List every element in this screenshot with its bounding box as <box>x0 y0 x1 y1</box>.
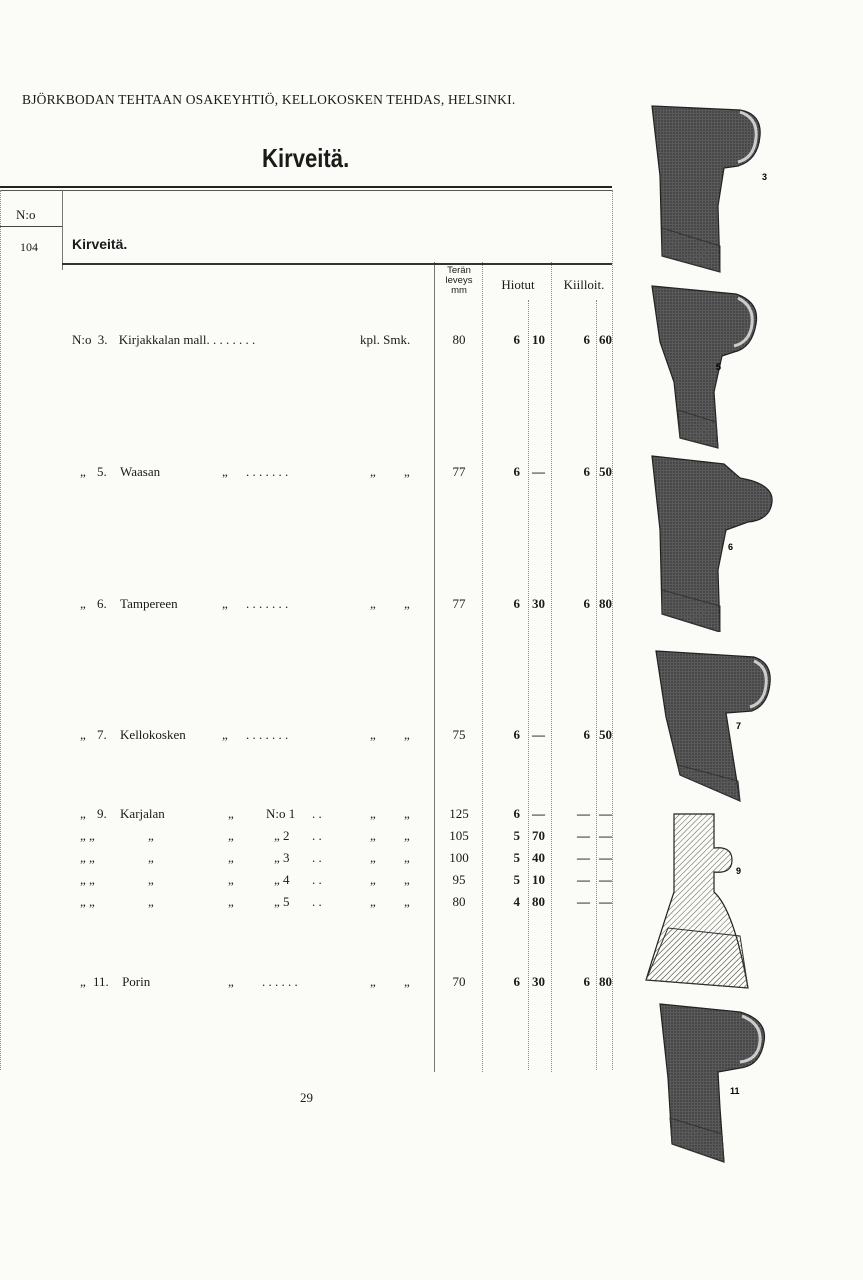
sub-number: N:o 1 <box>266 806 296 821</box>
ditto-mark: „ <box>370 464 376 479</box>
table-row <box>80 727 186 743</box>
ditto-mark: „ <box>370 894 376 909</box>
ditto-mark: „ <box>370 828 376 843</box>
row-number: 9. <box>97 806 107 821</box>
column-line-hiotut-right <box>551 262 552 1072</box>
ditto-mark: „ <box>222 596 228 611</box>
ditto-mark: „ <box>228 828 234 843</box>
cell-k2: — <box>599 894 612 909</box>
section-number: 104 <box>20 240 38 254</box>
cell-k2: — <box>599 806 612 821</box>
leader-dots: . . . . . . . <box>246 596 289 611</box>
table-row <box>80 828 154 844</box>
leader-dots: . . . . . . <box>262 974 298 989</box>
cell-k2: — <box>599 872 612 887</box>
table-row <box>80 894 154 910</box>
cell-k1: — <box>577 872 590 887</box>
row-prefix: „ „ <box>80 872 95 887</box>
cell-width: 75 <box>452 727 466 742</box>
row-name: Kellokosken <box>120 727 186 742</box>
sub-number: „ 3 <box>274 850 290 865</box>
cell-k1: 6 <box>583 974 590 989</box>
cell-h2: 30 <box>532 596 545 611</box>
cell-h1: 6 <box>513 727 520 742</box>
cell-width: 70 <box>452 974 466 989</box>
row-name: Kirjakkalan mall. . . . . . . . <box>118 332 256 347</box>
row-name: „ <box>148 894 154 909</box>
top-rule <box>0 186 612 188</box>
cell-width: 77 <box>452 596 466 611</box>
sub-number: „ 5 <box>274 894 290 909</box>
axe-illustration-5 <box>640 272 770 454</box>
row-name: Karjalan <box>120 806 165 821</box>
row-number: 6. <box>97 596 107 611</box>
table-row <box>80 974 150 990</box>
column-header-hiotut: Hiotut <box>501 277 535 292</box>
cell-width: 125 <box>449 806 469 821</box>
axe-illustration-6 <box>640 450 780 632</box>
leader-dots: . . <box>312 872 322 887</box>
cell-h2: 80 <box>532 894 545 909</box>
cell-h2: 70 <box>532 828 545 843</box>
ditto-mark: „ <box>370 727 376 742</box>
cell-width: 105 <box>449 828 469 843</box>
cell-h2: 10 <box>532 332 545 347</box>
row-number: 3. <box>97 332 108 347</box>
cell-h2: — <box>532 727 545 742</box>
cell-h1: 5 <box>513 872 520 887</box>
ditto-mark: „ <box>228 872 234 887</box>
cell-k2: 50 <box>599 727 612 742</box>
ditto-mark: „ <box>228 806 234 821</box>
section-title: Kirveitä. <box>72 236 128 252</box>
ditto-mark: „ <box>228 974 234 989</box>
row-number: 11. <box>93 974 109 989</box>
cell-k1: — <box>577 894 590 909</box>
cell-h1: 6 <box>513 974 520 989</box>
cell-k1: — <box>577 828 590 843</box>
header-line: leveys <box>445 275 473 286</box>
table-row <box>72 332 255 348</box>
column-header-kiilloit: Kiilloit. <box>563 277 605 292</box>
ditto-mark: „ <box>370 806 376 821</box>
row-name: Tampereen <box>120 596 178 611</box>
cell-h2: — <box>532 806 545 821</box>
ditto-mark: „ <box>228 850 234 865</box>
ditto-mark: „ <box>228 894 234 909</box>
cell-k1: 6 <box>583 332 590 347</box>
cell-width: 77 <box>452 464 466 479</box>
row-name: Waasan <box>120 464 161 479</box>
ditto-mark: „ <box>370 850 376 865</box>
row-prefix: „ <box>80 727 86 742</box>
row-prefix: N:o <box>72 332 92 347</box>
table-row <box>80 872 154 888</box>
axe-illustration-7 <box>650 645 780 805</box>
illustration-label: 11 <box>730 1086 740 1096</box>
cell-k1: 6 <box>583 727 590 742</box>
illustration-label: 6 <box>728 542 734 552</box>
ditto-mark: „ <box>404 828 410 843</box>
cell-h1: 5 <box>513 828 520 843</box>
illustration-label: 3 <box>762 172 768 182</box>
sub-number: „ 4 <box>274 872 290 887</box>
row-prefix: „ „ <box>80 894 95 909</box>
leader-dots: . . <box>312 806 322 821</box>
ditto-mark: „ <box>404 974 410 989</box>
leader-dots: . . <box>312 850 322 865</box>
leader-dots: . . <box>312 828 322 843</box>
ditto-mark: „ <box>404 850 410 865</box>
cell-k2: 60 <box>599 332 612 347</box>
row-number: 7. <box>97 727 107 742</box>
cell-h1: 6 <box>513 806 520 821</box>
cell-width: 80 <box>452 332 466 347</box>
column-header-blade-width <box>436 266 482 296</box>
sub-number: „ 2 <box>274 828 290 843</box>
ditto-mark: „ <box>404 806 410 821</box>
cell-k2: — <box>599 850 612 865</box>
row-prefix: „ <box>80 974 86 989</box>
company-name: BJÖRKBODAN TEHTAAN OSAKEYHTIÖ, KELLOKOSKEN TEHDAS, HELSINKI. <box>22 92 516 107</box>
top-rule-thin <box>0 190 612 191</box>
section-rule <box>62 263 612 265</box>
row-name: „ <box>148 828 154 843</box>
cell-h1: 6 <box>513 596 520 611</box>
illustration-label: 7 <box>736 721 742 731</box>
cell-width: 80 <box>452 894 466 909</box>
cell-k1: 6 <box>583 464 590 479</box>
cell-k2: — <box>599 828 612 843</box>
row-prefix: „ <box>80 806 86 821</box>
cell-k2: 80 <box>599 974 612 989</box>
cell-width: 100 <box>449 850 469 865</box>
axe-illustration-9 <box>644 810 784 992</box>
row-name: Porin <box>122 974 151 989</box>
table-row <box>80 596 178 612</box>
cell-h2: 30 <box>532 974 545 989</box>
ditto-mark: „ <box>222 464 228 479</box>
page-number: 29 <box>300 1090 313 1105</box>
cell-h1: 5 <box>513 850 520 865</box>
ditto-mark: „ <box>404 872 410 887</box>
cell-k2: 80 <box>599 596 612 611</box>
row-prefix: „ <box>80 596 86 611</box>
leader-dots: . . <box>312 894 322 909</box>
column-line-nro <box>62 190 63 270</box>
column-line-kiilloit-split <box>596 300 597 1070</box>
row-name: „ <box>148 850 154 865</box>
row-number: 5. <box>97 464 107 479</box>
cell-h2: 10 <box>532 872 545 887</box>
axe-illustration-3 <box>640 96 770 278</box>
row-unit: kpl. Smk. <box>360 332 411 347</box>
cell-h1: 6 <box>513 332 520 347</box>
cell-width: 95 <box>452 872 466 887</box>
cell-h1: 4 <box>513 894 520 909</box>
illustration-label: 5 <box>716 362 722 372</box>
cell-h1: 6 <box>513 464 520 479</box>
nro-rule <box>0 226 62 227</box>
column-line-width-right <box>482 262 483 1072</box>
row-prefix: „ <box>80 464 86 479</box>
header-line: mm <box>451 285 467 296</box>
column-line-width-left <box>434 262 435 1072</box>
table-row <box>80 850 154 866</box>
ditto-mark: „ <box>370 872 376 887</box>
row-prefix: „ „ <box>80 850 95 865</box>
cell-h2: 40 <box>532 850 545 865</box>
ditto-mark: „ <box>370 596 376 611</box>
nro-label: N:o <box>16 207 36 222</box>
ditto-mark: „ <box>222 727 228 742</box>
ditto-mark: „ <box>404 464 410 479</box>
ditto-mark: „ <box>404 727 410 742</box>
cell-k1: — <box>577 850 590 865</box>
cell-h2: — <box>532 464 545 479</box>
cell-k2: 50 <box>599 464 612 479</box>
header-line: Terän <box>447 265 471 276</box>
column-line-hiotut-split <box>528 300 529 1070</box>
table-row <box>80 464 160 480</box>
ditto-mark: „ <box>404 596 410 611</box>
column-line-right <box>612 190 613 1070</box>
axe-illustration-11 <box>650 998 780 1168</box>
ditto-mark: „ <box>370 974 376 989</box>
illustration-label: 9 <box>736 866 742 876</box>
row-name: „ <box>148 872 154 887</box>
leader-dots: . . . . . . . <box>246 727 289 742</box>
ditto-mark: „ <box>404 894 410 909</box>
leader-dots: . . . . . . . <box>246 464 289 479</box>
page-title: Kirveitä. <box>262 143 350 173</box>
cell-k1: 6 <box>583 596 590 611</box>
table-row <box>80 806 165 822</box>
cell-k1: — <box>577 806 590 821</box>
left-margin-line <box>0 190 1 1070</box>
row-prefix: „ „ <box>80 828 95 843</box>
